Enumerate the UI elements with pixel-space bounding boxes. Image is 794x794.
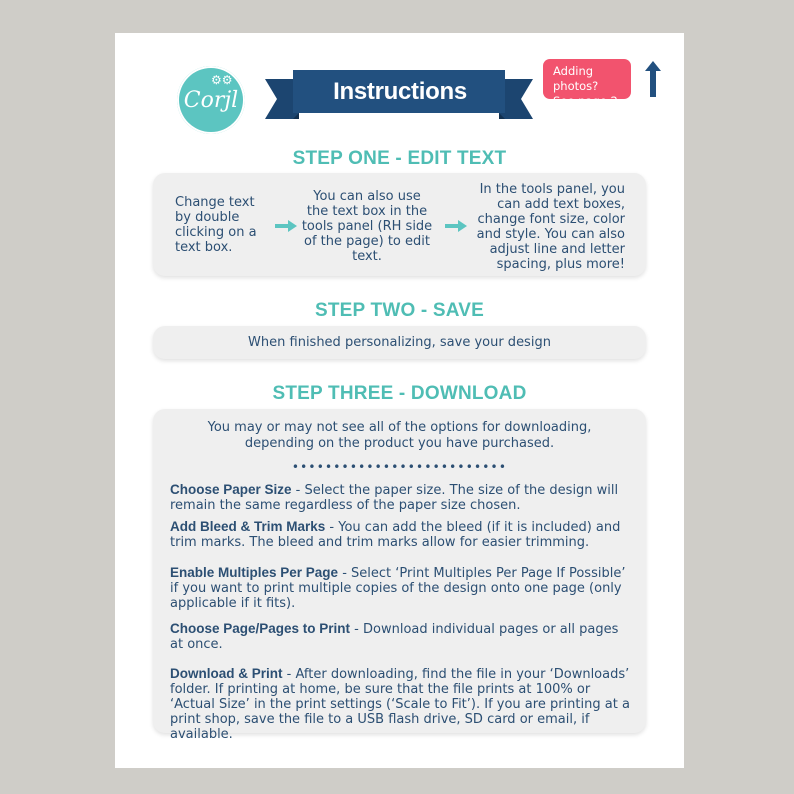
item-text: Select the paper size. The size of the design will remain the same regardless of the paper size chosen. bbox=[170, 483, 619, 513]
page-title: Instructions bbox=[333, 78, 467, 105]
item-term: Choose Page/Pages to Print bbox=[170, 621, 351, 636]
item-separator: - bbox=[325, 520, 339, 535]
item-text: Download individual pages or all pages at once. bbox=[170, 622, 619, 652]
note-line-1: Adding photos? bbox=[553, 64, 599, 93]
instruction-sheet bbox=[115, 33, 684, 768]
item-text: You can add the bleed (if it is included) and trim marks. The bleed and trim marks allow for easier trimming. bbox=[170, 520, 621, 550]
item-text: After downloading, find the file in your ‘Downloads’ folder. If printing at home, be sure that the file prints at 100% or ‘Actual Size’ in the print settings (‘Scale to Fit’). If you are printing at a print shop, save the file to a USB flash drive, SD card or email, if available. bbox=[170, 667, 630, 742]
list-item bbox=[170, 666, 632, 742]
corjl-logo bbox=[177, 66, 245, 134]
logo-wordmark: Corjl bbox=[183, 88, 239, 113]
arrow-right-icon bbox=[275, 220, 297, 232]
dotted-divider: •••••••••••••••••••••••••• bbox=[291, 460, 508, 474]
note-line-2: See page 2. bbox=[553, 94, 622, 108]
item-separator: - bbox=[282, 667, 296, 682]
item-separator: - bbox=[338, 566, 352, 581]
step-three-intro-2: depending on the product you have purchased. bbox=[244, 436, 555, 451]
arrow-right-icon bbox=[445, 220, 467, 232]
step-three-heading: STEP THREE - DOWNLOAD bbox=[272, 383, 527, 404]
item-term: Add Bleed & Trim Marks bbox=[170, 519, 326, 534]
step-one-col-1: Change text by double clicking on a text box. bbox=[175, 195, 257, 255]
step-three-intro-1: You may or may not see all of the options for downloading, bbox=[207, 420, 592, 435]
list-item bbox=[170, 519, 632, 550]
list-item bbox=[170, 565, 632, 611]
item-separator: - bbox=[350, 622, 364, 637]
photos-note bbox=[543, 59, 631, 108]
item-term: Download & Print bbox=[170, 666, 283, 681]
step-one-col-3: In the tools panel, you can add text boxes, change font size, color and style. You can also adjust line and letter spacing, plus more! bbox=[476, 182, 625, 272]
list-item bbox=[170, 621, 632, 652]
step-two-text: When finished personalizing, save your design bbox=[248, 335, 551, 350]
gear-icon: ⚙⚙ bbox=[211, 73, 233, 87]
arrow-up-icon bbox=[645, 61, 661, 97]
item-term: Enable Multiples Per Page bbox=[170, 565, 339, 580]
step-three-panel bbox=[153, 409, 646, 742]
step-one-panel bbox=[153, 173, 646, 276]
step-one-heading: STEP ONE - EDIT TEXT bbox=[292, 148, 507, 169]
step-two-panel bbox=[153, 326, 646, 359]
item-separator: - bbox=[291, 483, 305, 498]
item-term: Choose Paper Size bbox=[170, 482, 292, 497]
step-one-col-2: You can also use the text box in the tools panel (RH side of the page) to edit text. bbox=[301, 189, 433, 264]
step-two-heading: STEP TWO - SAVE bbox=[314, 300, 485, 321]
list-item bbox=[170, 482, 632, 513]
item-text: Select ‘Print Multiples Per Page If Possible’ if you want to print multiple copies of the design onto one page (only applicable if it fits). bbox=[170, 566, 626, 611]
